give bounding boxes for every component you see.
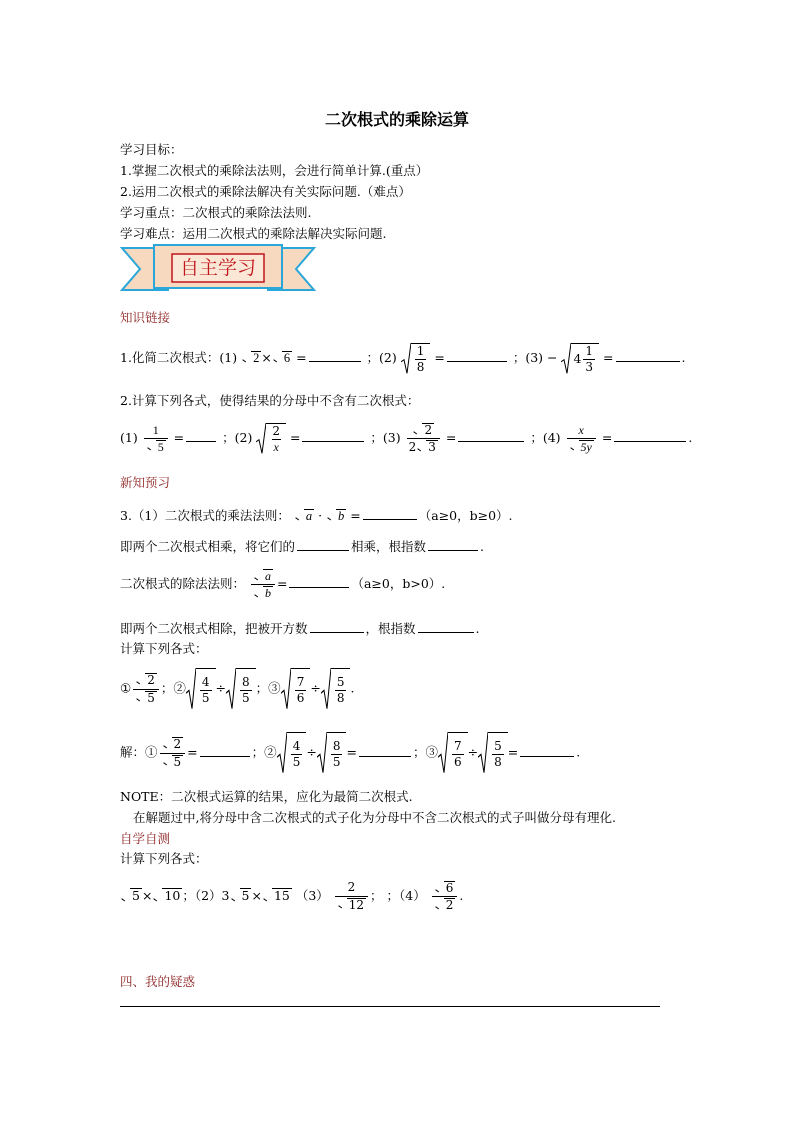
question-3-div: 二次根式的除法法则： $\frac{a}{b}$ = （a≥0，b>0）. <box>120 568 446 600</box>
objective-2: 2.运用二次根式的乘除法解决有关实际问题.（难点） <box>120 184 411 199</box>
sqrt-frac-1-8: $\frac{1}{8}$ <box>401 343 431 374</box>
banner-label: 自主学习 <box>179 257 256 279</box>
answer-blank[interactable] <box>302 430 364 442</box>
note-1: NOTE：二次根式运算的结果，应化为最简二次根式. <box>120 789 413 804</box>
question-2: (1) $\frac{1}{5}$ = ；(2) $\frac{2}{x}$ = ；(3) $\frac{2}{2 3}$ = ；(4) $\frac{x}{5y}$ = . <box>120 422 693 455</box>
question-3-line4: 即两个二次根式相除，把被开方数 ，根指数 . <box>120 621 480 636</box>
question-2-label: 2.计算下列各式，使得结果的分母中不含有二次根式： <box>120 393 420 408</box>
question-3-mult: 3.（1）二次根式的乘法法则： a · b = （a≥0，b≥0）. <box>120 505 513 527</box>
selftest-expressions: 5 × 10 ；（2）3 5 × 15 （3） $\frac{2}{12}$ ； ；（4） $\frac{6}{2}$ . <box>120 876 463 916</box>
question-1: 1.化简二次根式：(1) 2 × 6 = ；(2) $\frac{1}{8}$ = ；(3) − 4 $\frac{1}{3}$ = . <box>120 344 686 375</box>
page-title: 二次根式的乘除运算 <box>324 110 469 129</box>
section-knowledge: 知识链接 <box>120 310 171 325</box>
answer-blank[interactable] <box>309 350 361 362</box>
difficulty: 学习难点：运用二次根式的乘除法解决实际问题. <box>120 226 387 241</box>
answer-blank[interactable] <box>616 350 680 362</box>
section-selftest: 自学自测 <box>120 831 171 846</box>
banner-self-study <box>120 244 316 294</box>
sqrt-mixed-4-1-3: 4 $\frac{1}{3}$ <box>561 343 599 374</box>
objective-1: 1.掌握二次根式的乘除法法则，会进行简单计算.(重点） <box>120 163 429 178</box>
question-3-line2: 即两个二次根式相乘，将它们的 相乘，根指数 . <box>120 539 485 554</box>
sqrt-6: 6 <box>273 346 292 370</box>
solution-row: 解：① $\frac{2}{5}$ = ；② $\frac{4}{5}$ ÷ $\frac{8}{5}$ = ；③ $\frac{7}{6}$ ÷ $\frac{5}{8}$ = . <box>120 732 580 774</box>
doubts-line[interactable] <box>120 1006 660 1007</box>
answer-blank[interactable] <box>200 745 250 757</box>
q1-label: 1.化简二次根式：(1) <box>120 350 238 366</box>
answer-blank[interactable] <box>428 539 478 551</box>
answer-blank[interactable] <box>418 621 474 633</box>
section-preview: 新知预习 <box>120 475 171 490</box>
answer-blank[interactable] <box>458 430 524 442</box>
answer-blank[interactable] <box>310 621 364 633</box>
note-2: 在解题过中,将分母中含二次根式的式子化为分母中不含二次根式的式子叫做分母有理化. <box>133 810 616 825</box>
objectives-heading: 学习目标： <box>120 142 183 157</box>
answer-blank[interactable] <box>289 576 349 588</box>
calc-label: 计算下列各式： <box>120 641 208 656</box>
answer-blank[interactable] <box>520 745 574 757</box>
calc-expressions: ① $\frac{2}{5}$ ；② $\frac{4}{5}$ ÷ $\frac{8}{5}$ ；③ $\frac{7}{6}$ ÷ $\frac{5}{8}$ . <box>120 668 354 710</box>
answer-blank[interactable] <box>186 430 216 442</box>
answer-blank[interactable] <box>297 539 349 551</box>
answer-blank[interactable] <box>447 350 507 362</box>
key-point: 学习重点：二次根式的乘除法法则. <box>120 205 312 220</box>
answer-blank[interactable] <box>359 745 411 757</box>
sqrt-2: 2 <box>242 346 261 370</box>
answer-blank[interactable] <box>363 508 417 520</box>
answer-blank[interactable] <box>614 430 686 442</box>
section-doubts: 四、我的疑惑 <box>120 974 196 989</box>
selftest-label: 计算下列各式： <box>120 851 208 866</box>
